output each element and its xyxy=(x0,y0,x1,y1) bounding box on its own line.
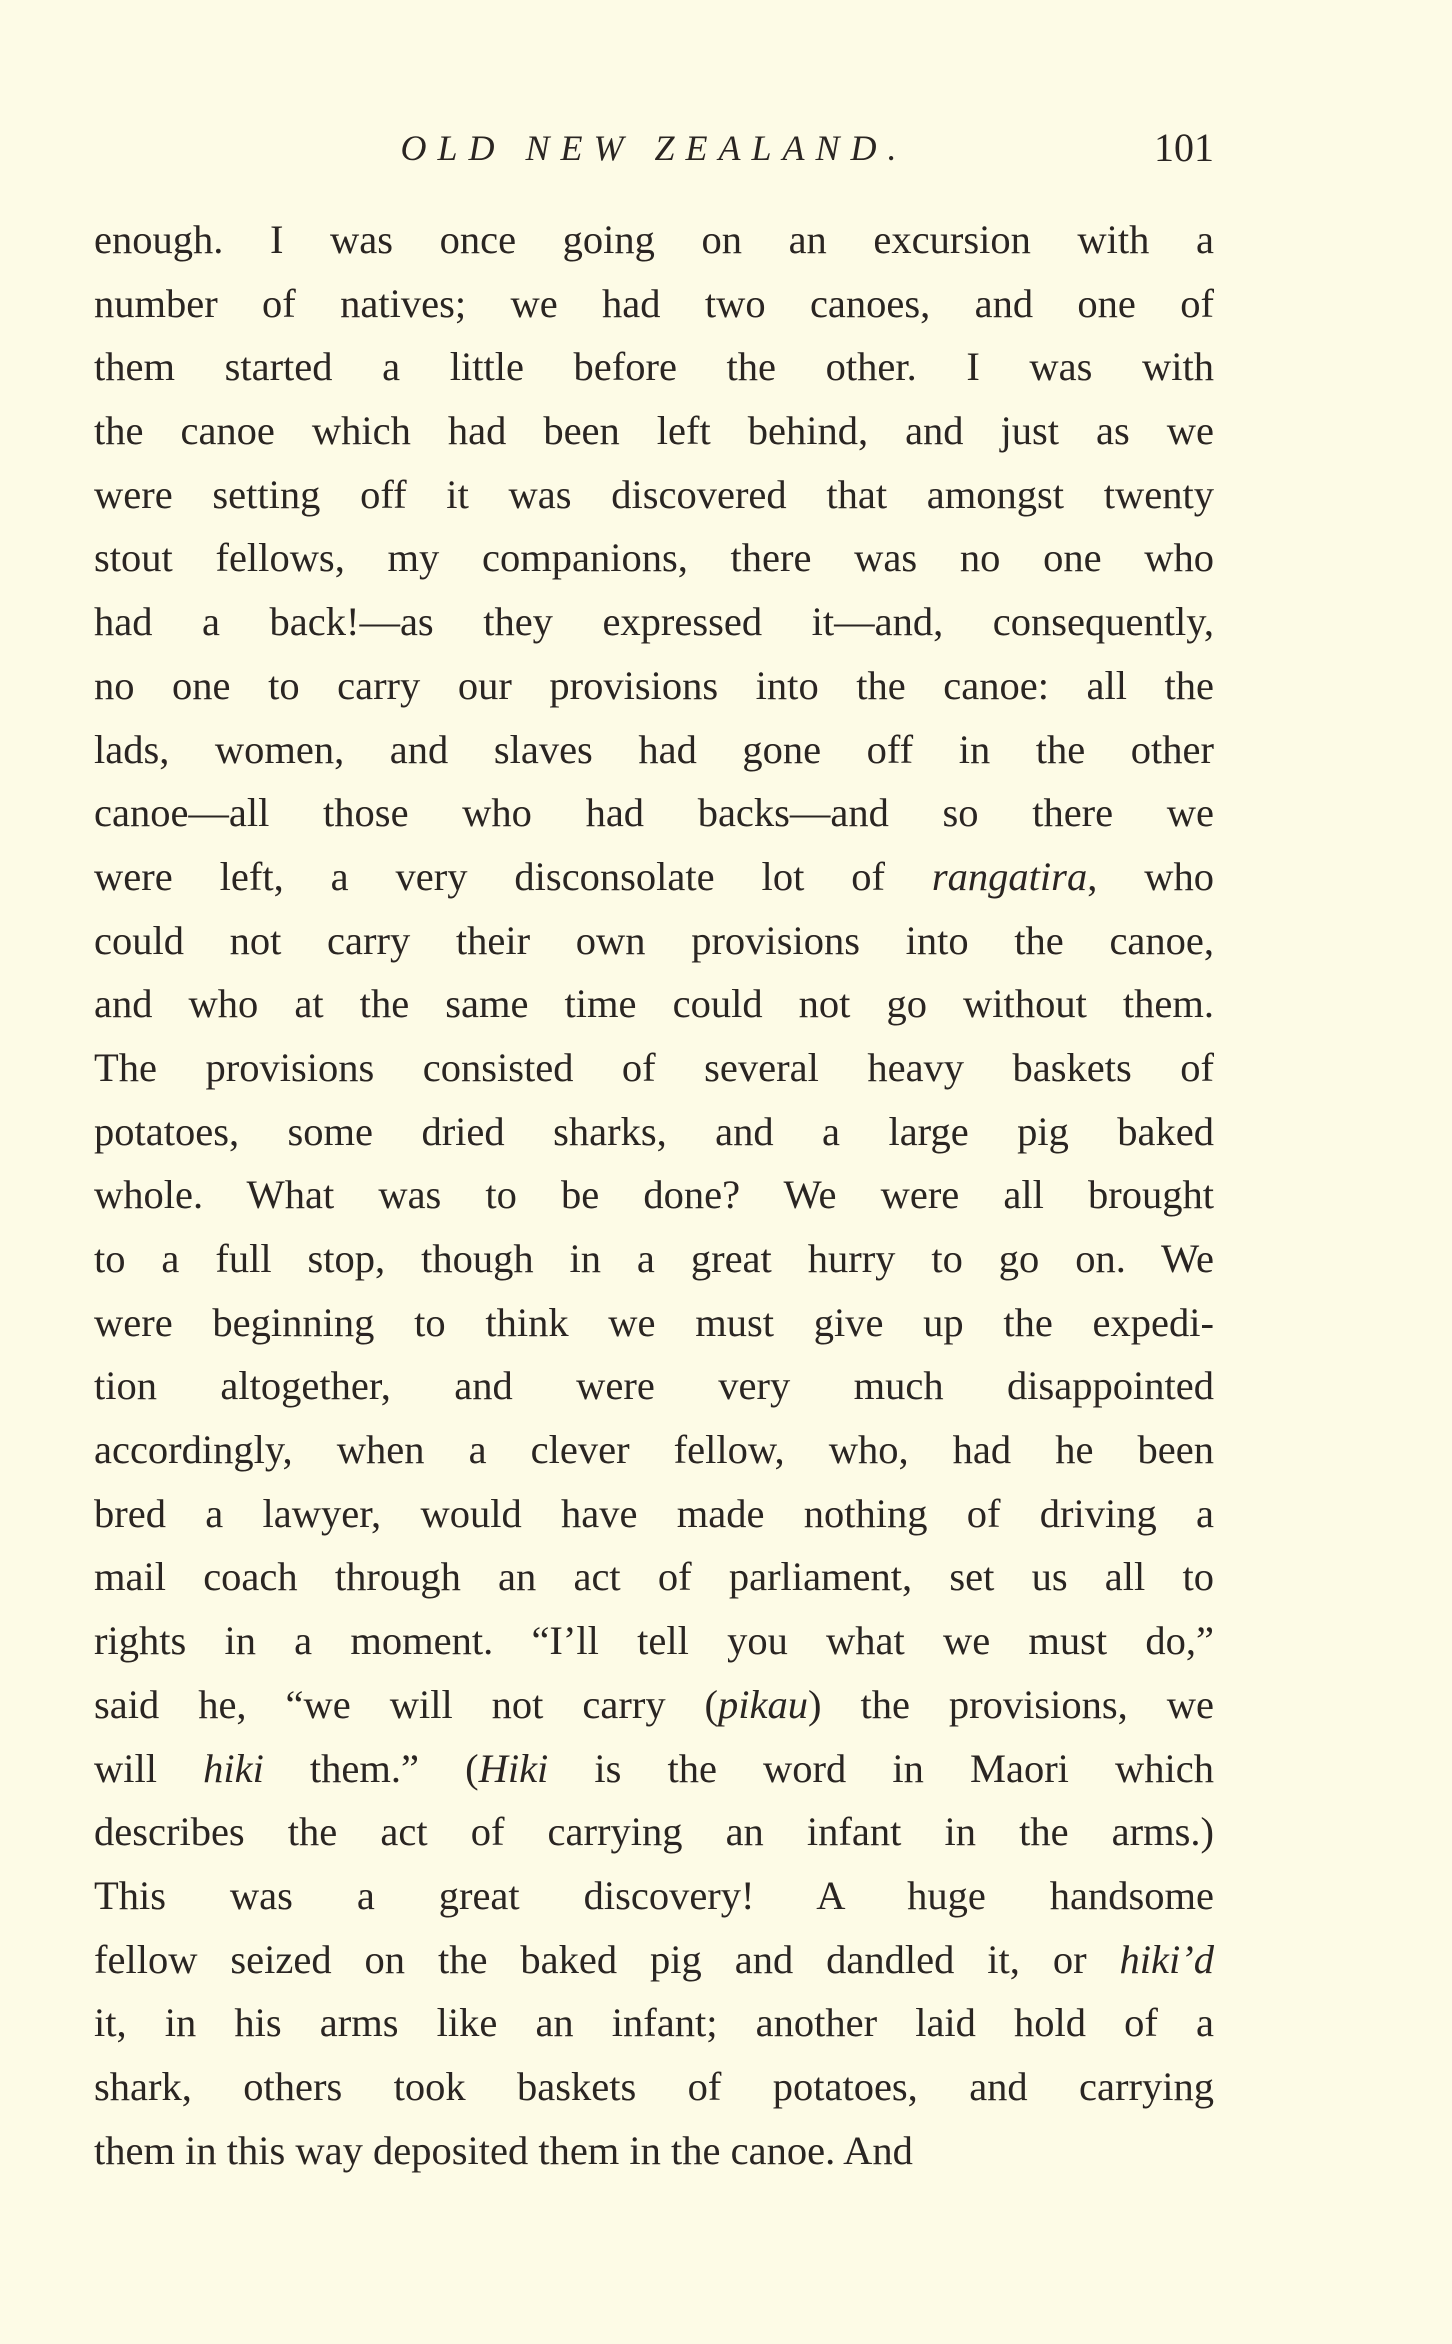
text-line xyxy=(94,1800,1214,1864)
text-segment: This was a great discovery! A huge handsome xyxy=(94,1872,1214,1918)
running-title: OLD NEW ZEALAND. xyxy=(400,128,908,168)
text-segment: it, in his arms like an infant; another laid hold of a xyxy=(94,2000,1214,2046)
text-segment: enough. I was once going on an excursion with a xyxy=(94,217,1214,262)
text-segment: had a back!—as they expressed it—and, consequently, xyxy=(94,599,1214,645)
text-segment: were setting off it was discovered that amongst twenty xyxy=(94,471,1214,517)
text-line xyxy=(94,781,1214,845)
text-line xyxy=(94,1418,1214,1482)
page-number: 101 xyxy=(1154,125,1214,170)
text-segment: canoe—all those who had backs—and so there we xyxy=(94,790,1214,836)
running-head xyxy=(94,118,1214,178)
text-segment: said he, “we will not carry ( xyxy=(94,1681,719,1727)
body-text xyxy=(94,208,1214,2182)
text-line xyxy=(94,1100,1214,1164)
text-segment: and who at the same time could not go without them. xyxy=(94,981,1214,1027)
italic-word: rangatira xyxy=(931,853,1088,899)
text-segment: to a full stop, though in a great hurry to go on. We xyxy=(94,1236,1214,1281)
text-line xyxy=(94,1354,1214,1418)
text-segment: them started a little before the other. I was with xyxy=(94,344,1214,390)
text-line xyxy=(94,1737,1214,1801)
text-segment: stout fellows, my companions, there was no one who xyxy=(94,535,1214,581)
text-segment: the canoe which had been left behind, and just as we xyxy=(94,408,1214,454)
text-segment: number of natives; we had two canoes, and one of xyxy=(94,280,1214,326)
italic-word: hiki’d xyxy=(1119,1936,1214,1982)
text-line xyxy=(94,1291,1214,1355)
text-segment: whole. What was to be done? We were all brought xyxy=(94,1172,1214,1218)
text-line xyxy=(94,208,1214,272)
text-segment: them.” ( xyxy=(263,1745,479,1791)
text-line xyxy=(94,2119,1214,2183)
text-line xyxy=(94,526,1214,590)
text-line xyxy=(94,2055,1214,2119)
italic-word: pikau xyxy=(718,1681,809,1727)
text-line xyxy=(94,1609,1214,1673)
text-line xyxy=(94,909,1214,973)
italic-word: hiki xyxy=(203,1745,264,1791)
text-line xyxy=(94,1928,1214,1992)
text-segment: were beginning to think we must give up the expedi- xyxy=(94,1299,1214,1345)
text-segment: describes the act of carrying an infant in the arms.) xyxy=(94,1809,1214,1855)
text-line xyxy=(94,972,1214,1036)
text-segment: rights in a moment. “I’ll tell you what we must do,” xyxy=(94,1618,1214,1664)
text-segment: The provisions consisted of several heavy baskets of xyxy=(94,1044,1214,1090)
text-line xyxy=(94,272,1214,336)
text-segment: will xyxy=(94,1745,204,1791)
text-line xyxy=(94,1545,1214,1609)
text-line xyxy=(94,654,1214,718)
text-segment: mail coach through an act of parliament, set us all to xyxy=(94,1554,1214,1600)
text-segment: bred a lawyer, would have made nothing of driving a xyxy=(94,1490,1214,1536)
text-line xyxy=(94,463,1214,527)
text-segment: tion altogether, and were very much disappointed xyxy=(94,1363,1214,1409)
text-segment: lads, women, and slaves had gone off in the other xyxy=(94,726,1214,772)
text-segment: ) the provisions, we xyxy=(808,1681,1214,1727)
text-line xyxy=(94,1163,1214,1227)
text-line xyxy=(94,718,1214,782)
text-segment: could not carry their own provisions into the canoe, xyxy=(94,917,1214,963)
text-segment: no one to carry our provisions into the canoe: all the xyxy=(94,662,1214,708)
text-line xyxy=(94,1864,1214,1928)
text-line xyxy=(94,1036,1214,1100)
text-segment: , who xyxy=(1087,853,1215,899)
text-segment: is the word in Maori which xyxy=(548,1745,1214,1791)
text-line xyxy=(94,399,1214,463)
text-line xyxy=(94,335,1214,399)
text-segment: them in this way deposited them in the canoe. And xyxy=(94,2127,913,2173)
italic-word: Hiki xyxy=(478,1745,549,1791)
text-segment: shark, others took baskets of potatoes, and carrying xyxy=(94,2063,1214,2109)
text-line xyxy=(94,590,1214,654)
text-segment: fellow seized on the baked pig and dandled it, or xyxy=(94,1936,1120,1982)
text-line xyxy=(94,1673,1214,1737)
text-line xyxy=(94,845,1214,909)
text-line xyxy=(94,1227,1214,1291)
text-line xyxy=(94,1482,1214,1546)
text-line xyxy=(94,1991,1214,2055)
text-segment: accordingly, when a clever fellow, who, had he been xyxy=(94,1427,1214,1473)
text-segment: were left, a very disconsolate lot of xyxy=(94,853,932,899)
text-segment: potatoes, some dried sharks, and a large pig baked xyxy=(94,1108,1214,1154)
